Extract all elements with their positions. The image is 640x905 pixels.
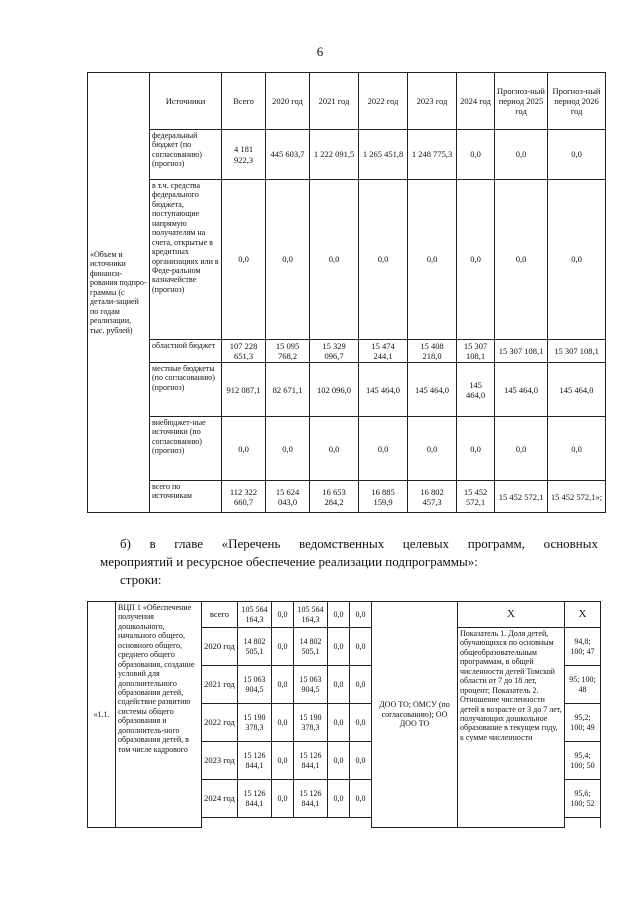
value-cell: 15 063 904,5 bbox=[238, 666, 272, 704]
spacer-cell bbox=[202, 818, 372, 828]
indicator-value: 95,4; 100; 50 bbox=[565, 742, 601, 780]
value-cell: 15 307 108,1 bbox=[548, 340, 606, 363]
year-cell: 2024 год bbox=[202, 780, 238, 818]
value-cell: 16 802 457,3 bbox=[408, 481, 457, 513]
value-cell: 0,0 bbox=[272, 628, 294, 666]
value-cell: 0,0 bbox=[350, 742, 372, 780]
value-cell: 15 190 378,3 bbox=[238, 704, 272, 742]
value-cell: 145 464,0 bbox=[457, 363, 495, 417]
value-cell: 15 307 108,1 bbox=[457, 340, 495, 363]
table-row bbox=[88, 363, 606, 417]
value-cell: 4 181 922,3 bbox=[222, 130, 266, 180]
spacer-cell bbox=[565, 818, 601, 828]
funding-table bbox=[87, 72, 606, 513]
value-cell: 15 095 768,2 bbox=[266, 340, 310, 363]
value-cell: 105 564 164,3 bbox=[294, 602, 328, 628]
paragraph-line-2: мероприятий и ресурсное обеспечение реализации подпрограммы»: bbox=[100, 554, 478, 569]
value-cell: 0,0 bbox=[222, 180, 266, 340]
value-cell: 0,0 bbox=[328, 628, 350, 666]
indicator-value: 95; 100; 48 bbox=[565, 666, 601, 704]
value-cell: 1 248 775,3 bbox=[408, 130, 457, 180]
value-cell: 102 096,0 bbox=[310, 363, 359, 417]
value-cell: 105 564 164,3 bbox=[238, 602, 272, 628]
page-number: 6 bbox=[316, 44, 324, 59]
value-cell: 15 126 844,1 bbox=[294, 780, 328, 818]
header-2021: 2021 год bbox=[310, 73, 359, 130]
value-cell: 145 464,0 bbox=[548, 363, 606, 417]
value-cell: 0,0 bbox=[457, 180, 495, 340]
year-cell: 2023 год bbox=[202, 742, 238, 780]
table-row bbox=[88, 130, 606, 180]
source-cell: местные бюджеты (по согласованию) (прогноз) bbox=[150, 363, 222, 417]
value-cell: 0,0 bbox=[328, 602, 350, 628]
value-cell: 15 126 844,1 bbox=[238, 780, 272, 818]
table-row bbox=[88, 602, 601, 628]
value-cell: 0,0 bbox=[272, 602, 294, 628]
value-cell: 15 408 218,0 bbox=[408, 340, 457, 363]
table-row bbox=[88, 481, 606, 513]
indicators-cell: Показатель 1. Доля детей, обучающихся по основным общеобразовательным программам, в общей численности детей Томской области от 7 до 18 лет, процент; Показатель 2. Отношение численности детей в возрасте от 3 до 7 лет, получающих дошкольное образование в текущем году, к сумме численности bbox=[458, 628, 565, 828]
value-cell: 0,0 bbox=[408, 417, 457, 481]
value-cell: 0,0 bbox=[328, 704, 350, 742]
value-cell: 0,0 bbox=[328, 780, 350, 818]
value-cell: 82 671,1 bbox=[266, 363, 310, 417]
header-sources: Источники bbox=[150, 73, 222, 130]
table-row bbox=[88, 180, 606, 340]
value-cell: 0,0 bbox=[272, 780, 294, 818]
value-cell: 0,0 bbox=[408, 180, 457, 340]
value-cell: 15 126 844,1 bbox=[294, 742, 328, 780]
value-cell: 0,0 bbox=[310, 417, 359, 481]
value-cell: 15 624 043,0 bbox=[266, 481, 310, 513]
year-cell: 2022 год bbox=[202, 704, 238, 742]
value-cell: 15 063 904,5 bbox=[294, 666, 328, 704]
year-cell: 2020 год bbox=[202, 628, 238, 666]
x-cell: Х bbox=[565, 602, 601, 628]
x-cell: Х bbox=[458, 602, 565, 628]
source-cell: федеральный бюджет (по согласованию) (прогноз) bbox=[150, 130, 222, 180]
value-cell: 15 452 572,1 bbox=[495, 481, 548, 513]
value-cell: 0,0 bbox=[359, 180, 408, 340]
value-cell: 15 126 844,1 bbox=[238, 742, 272, 780]
value-cell: 0,0 bbox=[350, 602, 372, 628]
header-2023: 2023 год bbox=[408, 73, 457, 130]
value-cell: 0,0 bbox=[272, 742, 294, 780]
value-cell: 145 464,0 bbox=[495, 363, 548, 417]
indicator-value: 95,6; 100; 52 bbox=[565, 780, 601, 818]
year-cell: всего bbox=[202, 602, 238, 628]
header-2025: Прогноз-ный период 2025 год bbox=[495, 73, 548, 130]
value-cell: 0,0 bbox=[272, 704, 294, 742]
value-cell: 107 228 651,3 bbox=[222, 340, 266, 363]
value-cell: 0,0 bbox=[495, 130, 548, 180]
value-cell: 0,0 bbox=[548, 130, 606, 180]
year-cell: 2021 год bbox=[202, 666, 238, 704]
value-cell: 0,0 bbox=[548, 417, 606, 481]
value-cell: 16 885 159,9 bbox=[359, 481, 408, 513]
value-cell: 0,0 bbox=[310, 180, 359, 340]
indicator-value: 94,8; 100; 47 bbox=[565, 628, 601, 666]
header-total: Всего bbox=[222, 73, 266, 130]
value-cell: 145 464,0 bbox=[359, 363, 408, 417]
value-cell: 0,0 bbox=[350, 666, 372, 704]
header-2024: 2024 год bbox=[457, 73, 495, 130]
indicator-value: 95,2; 100; 49 bbox=[565, 704, 601, 742]
value-cell: 0,0 bbox=[266, 180, 310, 340]
value-cell: 0,0 bbox=[222, 417, 266, 481]
executor-cell: ДОО ТО; ОМСУ (по согласованию); ОО ДОО ТО bbox=[372, 602, 458, 828]
value-cell: 0,0 bbox=[328, 742, 350, 780]
value-cell: 0,0 bbox=[457, 417, 495, 481]
paragraph-line-1: б) в главе «Перечень ведомственных целевых программ, основных bbox=[120, 536, 598, 551]
program-table bbox=[87, 601, 601, 828]
value-cell: 0,0 bbox=[495, 180, 548, 340]
value-cell: 0,0 bbox=[266, 417, 310, 481]
value-cell: 15 452 572,1»; bbox=[548, 481, 606, 513]
value-cell: 15 452 572,1 bbox=[457, 481, 495, 513]
value-cell: 15 190 378,3 bbox=[294, 704, 328, 742]
value-cell: 15 329 096,7 bbox=[310, 340, 359, 363]
header-2022: 2022 год bbox=[359, 73, 408, 130]
table-row bbox=[88, 417, 606, 481]
value-cell: 0,0 bbox=[272, 666, 294, 704]
value-cell: 912 087,1 bbox=[222, 363, 266, 417]
row-label-funding: «Объем и источники финанси-рования подпро-граммы (с детали-зацией по годам реализации, тыс. рублей) bbox=[88, 73, 150, 513]
value-cell: 14 802 505,1 bbox=[238, 628, 272, 666]
value-cell: 0,0 bbox=[359, 417, 408, 481]
header-2026: Прогноз-ный период 2026 год bbox=[548, 73, 606, 130]
value-cell: 15 307 108,1 bbox=[495, 340, 548, 363]
program-name: ВЦП 1 «Обеспечение получения дошкольного, начального общего, основного общего, среднего общего образования, создание условий для дополнительного образования детей, содействие развитию системы общего образования и дополнитель-ного образования детей, в том числе кадрового bbox=[116, 602, 202, 828]
value-cell: 16 653 284,2 bbox=[310, 481, 359, 513]
header-2020: 2020 год bbox=[266, 73, 310, 130]
paragraph-line-3: строки: bbox=[120, 572, 162, 587]
value-cell: 1 265 451,8 bbox=[359, 130, 408, 180]
value-cell: 0,0 bbox=[350, 628, 372, 666]
value-cell: 0,0 bbox=[350, 780, 372, 818]
item-number: «1.1. bbox=[88, 602, 116, 828]
table-row bbox=[88, 340, 606, 363]
source-cell: областной бюджет bbox=[150, 340, 222, 363]
value-cell: 0,0 bbox=[495, 417, 548, 481]
value-cell: 0,0 bbox=[350, 704, 372, 742]
source-cell: внебюджет-ные источники (по согласованию) (прогноз) bbox=[150, 417, 222, 481]
source-cell: всего по источникам bbox=[150, 481, 222, 513]
value-cell: 0,0 bbox=[548, 180, 606, 340]
value-cell: 145 464,0 bbox=[408, 363, 457, 417]
value-cell: 445 603,7 bbox=[266, 130, 310, 180]
value-cell: 15 474 244,1 bbox=[359, 340, 408, 363]
value-cell: 112 322 660,7 bbox=[222, 481, 266, 513]
source-cell: в т.ч. средства федерального бюджета, поступающие напрямую получателям на счета, открытые в кредитных организациях или в Феде-ральном казначействе (прогноз) bbox=[150, 180, 222, 340]
value-cell: 1 222 091,5 bbox=[310, 130, 359, 180]
value-cell: 14 802 505,1 bbox=[294, 628, 328, 666]
value-cell: 0,0 bbox=[328, 666, 350, 704]
value-cell: 0,0 bbox=[457, 130, 495, 180]
